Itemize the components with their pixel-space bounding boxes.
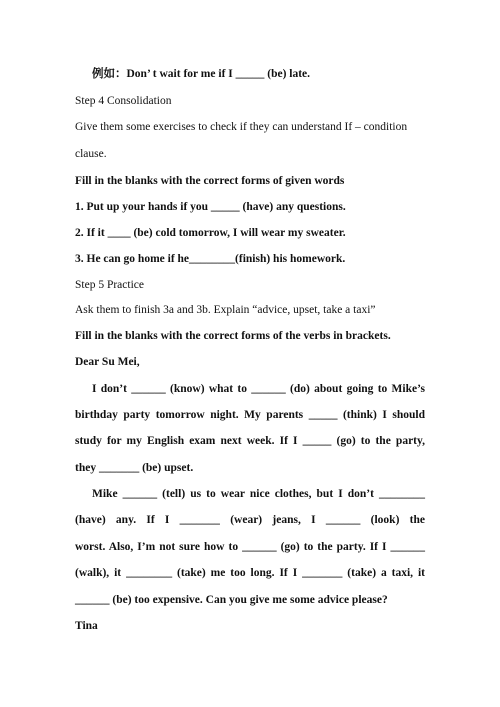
- letter-line-1: I don’t ______ (know) what to ______ (do) about going to Mike’s: [92, 383, 425, 395]
- letter-line-7: worst. Also, I’m not sure how to ______ (go) to the party. If I ______: [75, 541, 425, 553]
- letter-line-2: birthday party tomorrow night. My parents _____ (think) I should: [75, 409, 425, 421]
- letter-line-5: Mike ______ (tell) us to wear nice clothes, but I don’t ________: [92, 488, 425, 500]
- exercise-1-item-2: 2. If it ____ (be) cold tomorrow, I will wear my sweater.: [75, 227, 346, 239]
- exercise-1-heading: Fill in the blanks with the correct forms of given words: [75, 175, 345, 187]
- letter-signature: Tina: [75, 620, 98, 632]
- exercise-1-item-1: 1. Put up your hands if you _____ (have) any questions.: [75, 201, 346, 213]
- exercise-2-heading: Fill in the blanks with the correct forms of the verbs in brackets.: [75, 330, 391, 342]
- letter-line-4: they _______ (be) upset.: [75, 462, 194, 474]
- step-5-heading: Step 5 Practice: [75, 279, 144, 291]
- step-5-instruction: Ask them to finish 3a and 3b. Explain “advice, upset, take a taxi”: [75, 304, 376, 316]
- step-4-heading: Step 4 Consolidation: [75, 95, 172, 107]
- letter-line-9: ______ (be) too expensive. Can you give me some advice please?: [75, 594, 388, 606]
- letter-line-8: (walk), it ________ (take) me too long. If I _______ (take) a taxi, it: [75, 567, 425, 579]
- step-4-instruction-cont: clause.: [75, 148, 107, 160]
- letter-line-3: study for my English exam next week. If I _____ (go) to the party,: [75, 435, 425, 447]
- exercise-1-item-3: 3. He can go home if he________(finish) his homework.: [75, 253, 346, 265]
- letter-greeting: Dear Su Mei,: [75, 356, 140, 368]
- letter-line-6: (have) any. If I _______ (wear) jeans, I ______ (look) the: [75, 514, 425, 526]
- example-sentence: 例如：Don’ t wait for me if I _____ (be) late.: [92, 68, 311, 80]
- step-4-instruction: Give them some exercises to check if they can understand If – condition: [75, 121, 408, 133]
